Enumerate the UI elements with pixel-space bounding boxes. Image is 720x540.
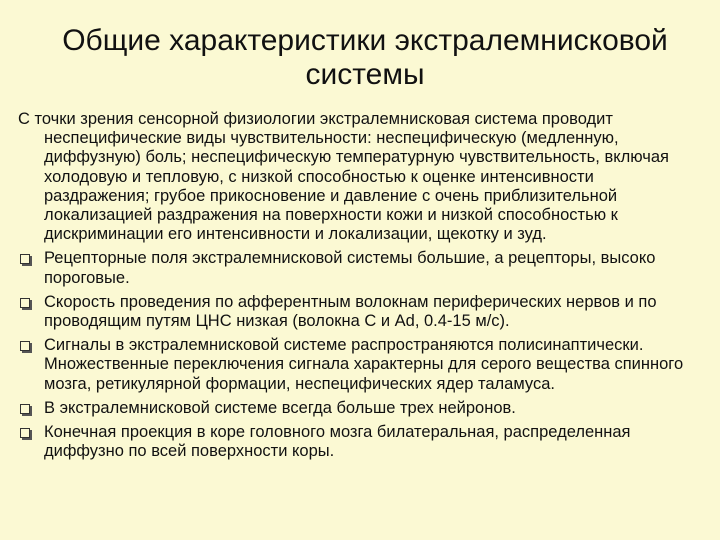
bullet-text: Скорость проведения по афферентным волокнам периферических нервов и по проводящим путям ЦНС низкая (волокна С и Ad, 0.4-15 м/с). [44, 292, 657, 331]
list-item [18, 399, 698, 418]
bullet-text: В экстралемнисковой системе всегда больше трех нейронов. [44, 398, 516, 417]
checkbox-square-icon [20, 341, 30, 351]
list-item [18, 423, 698, 461]
intro-paragraph: С точки зрения сенсорной физиологии экстралемнисковая система проводит неспецифические виды чувствительности: неспецифическую (медленную, диффузную) боль; неспецифическую температурную чувствительность, включая холодовую и тепловую, с низкой способностью к оценке интенсивности раздражения; грубое прикосновение и давление с очень приблизительной локализацией раздражения на поверхности кожи и низкой способностью к дискриминации его интенсивности и локализации, щекотку и зуд. [18, 110, 669, 244]
slide-title: Общие характеристики экстралемнисковой системы [62, 24, 668, 91]
list-item [18, 336, 698, 394]
checkbox-square-icon [20, 404, 30, 414]
list-item [18, 249, 698, 287]
bullet-text: Сигналы в экстралемнисковой системе распространяются полисинаптически. Множественные переключения сигнала характерны для серого вещества спинного мозга, ретикулярной формации, неспецифических ядер таламуса. [44, 336, 684, 393]
bullet-text: Рецепторные поля экстралемнисковой системы большие, а рецепторы, высоко пороговые. [44, 249, 656, 287]
slide-content [18, 110, 698, 461]
checkbox-square-icon [20, 298, 30, 308]
list-item [18, 293, 698, 331]
bullet-list [18, 249, 698, 461]
checkbox-square-icon [20, 428, 30, 438]
checkbox-square-icon [20, 254, 30, 264]
bullet-text: Конечная проекция в коре головного мозга билатеральная, распределенная диффузно по всей поверхности коры. [44, 423, 631, 461]
